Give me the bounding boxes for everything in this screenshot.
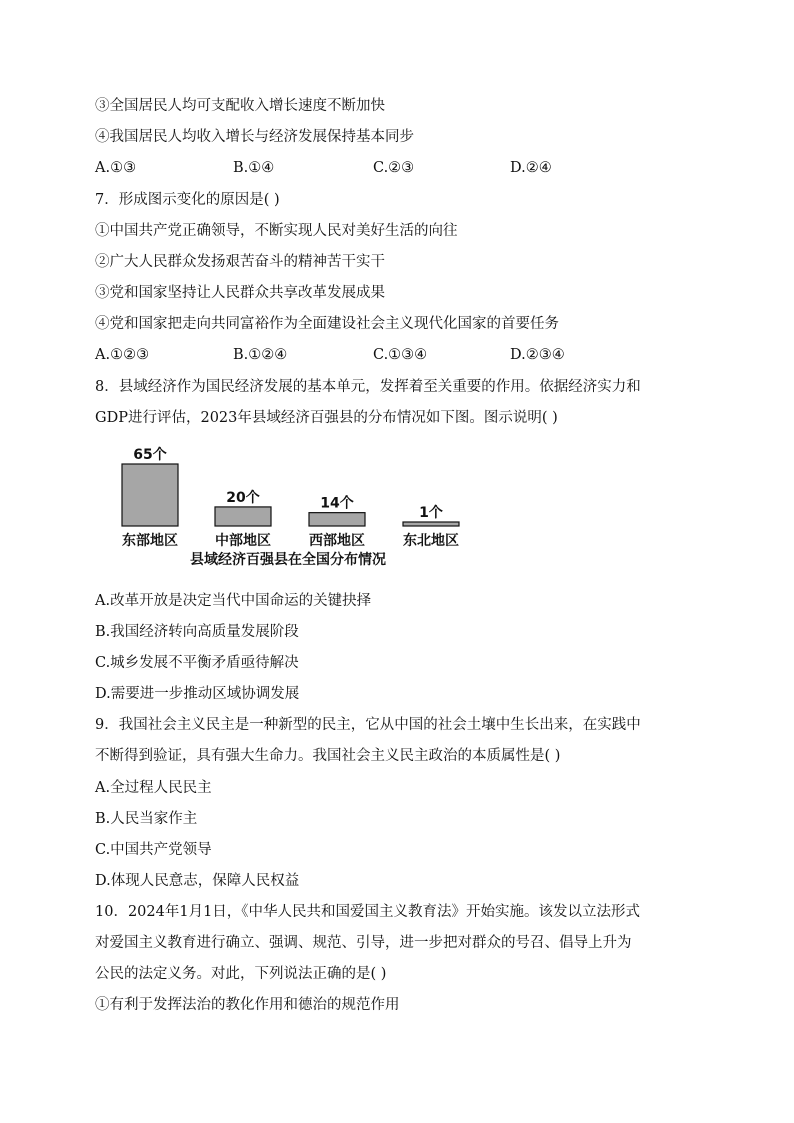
choice-d[interactable]: D.②④ (510, 160, 552, 176)
choice-b[interactable]: B.①④ (233, 160, 275, 176)
question-10-stem-line2: 对爱国主义教育进行确立、强调、规范、引导，进一步把对群众的号召、倡导上升为 (95, 935, 632, 951)
q9-choice-b[interactable]: B.人民当家作主 (95, 811, 198, 827)
category-label-3: 西部地区 (309, 533, 365, 549)
q9-choice-a[interactable]: A.全过程人民民主 (95, 780, 212, 796)
q7-statement-4: ④党和国家把走向共同富裕作为全面建设社会主义现代化国家的首要任务 (95, 316, 559, 332)
category-label-4: 东北地区 (403, 533, 459, 549)
q7-statement-2: ②广大人民群众发扬艰苦奋斗的精神苦干实干 (95, 254, 385, 270)
bar-1 (122, 464, 178, 526)
bar-value-label-2: 20个 (226, 489, 260, 506)
q8-choice-b[interactable]: B.我国经济转向高质量发展阶段 (95, 624, 299, 640)
q7-statement-3: ③党和国家坚持让人民群众共享改革发展成果 (95, 285, 385, 301)
bar-value-label-4: 1个 (419, 505, 443, 521)
question-9-stem-line2: 不断得到验证，具有强大生命力。我国社会主义民主政治的本质属性是( ) (95, 748, 561, 764)
bar-value-label-1: 65个 (133, 447, 167, 463)
choice-a[interactable]: A.①③ (95, 160, 137, 176)
bar-value-label-3: 14个 (320, 495, 354, 512)
question-7-stem: 7．形成图示变化的原因是( ) (95, 192, 280, 208)
option-3-text: ③全国居民人均可支配收入增长速度不断加快 (95, 98, 385, 114)
category-label-2: 中部地区 (215, 533, 271, 549)
question-8-stem-line2: GDP进行评估，2023年县域经济百强县的分布情况如下图。图示说明( ) (95, 410, 558, 426)
choice-c[interactable]: C.②③ (373, 160, 415, 176)
q9-choice-d[interactable]: D.体现人民意志，保障人民权益 (95, 873, 300, 889)
option-4-text: ④我国居民人均收入增长与经济发展保持基本同步 (95, 129, 414, 145)
choice-b[interactable]: B.①②④ (233, 347, 288, 363)
bar-2 (215, 507, 271, 526)
q8-choice-a[interactable]: A.改革开放是决定当代中国命运的关键抉择 (95, 593, 372, 609)
q7-statement-1: ①中国共产党正确领导，不断实现人民对美好生活的向往 (95, 223, 458, 239)
q8-choice-d[interactable]: D.需要进一步推动区域协调发展 (95, 686, 300, 702)
question-8-stem-line1: 8．县域经济作为国民经济发展的基本单元，发挥着至关重要的作用。依据经济实力和 (95, 379, 641, 395)
question-9-stem-line1: 9．我国社会主义民主是一种新型的民主，它从中国的社会土壤中生长出来，在实践中 (95, 717, 641, 733)
distribution-bar-chart (110, 436, 490, 576)
q9-choice-c[interactable]: C.中国共产党领导 (95, 842, 212, 858)
q10-statement-1: ①有利于发挥法治的教化作用和德治的规范作用 (95, 997, 400, 1013)
choice-a[interactable]: A.①②③ (95, 347, 150, 363)
bar-4 (403, 522, 459, 526)
category-label-1: 东部地区 (122, 533, 178, 549)
choice-d[interactable]: D.②③④ (510, 347, 565, 363)
q8-choice-c[interactable]: C.城乡发展不平衡矛盾亟待解决 (95, 655, 299, 671)
question-10-stem-line3: 公民的法定义务。对此，下列说法正确的是( ) (95, 966, 387, 982)
bar-3 (309, 513, 365, 526)
chart-title: 县域经济百强县在全国分布情况 (190, 552, 386, 568)
choice-c[interactable]: C.①③④ (373, 347, 428, 363)
question-10-stem-line1: 10．2024年1月1日，《中华人民共和国爱国主义教育法》开始实施。该发以立法形式 (95, 904, 641, 920)
